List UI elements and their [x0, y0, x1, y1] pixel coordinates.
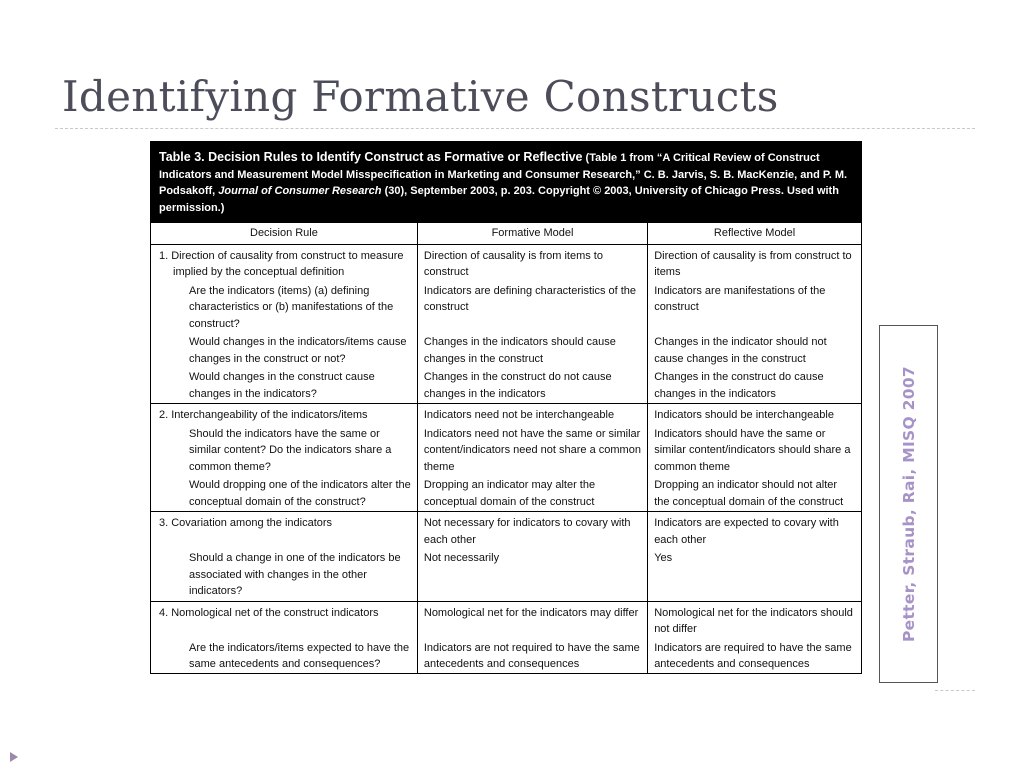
- reflective-cell: Dropping an indicator should not alter the conceptual domain of the construct: [648, 475, 861, 512]
- reflective-cell: Indicators are manifestations of the construct: [648, 281, 861, 333]
- rule-cell: 4. Nomological net of the construct indicators: [159, 606, 379, 619]
- table-row: [151, 244, 861, 281]
- table-row: [151, 512, 861, 549]
- caption-text-b: (30), September 2003, p. 203. Copyright © 2003, University of Chicago Press. Used with permission.): [159, 185, 839, 214]
- table-row: [151, 548, 861, 601]
- caption-text-a: (Table 1 from “A Critical Review of Construct Indicators and Measurement Model Misspecification in Marketing and Consumer Research,” C. B. Jarvis, S. B. MacKenzie, and P. M. Podsakoff,: [159, 152, 848, 197]
- reflective-cell: Nomological net for the indicators should not differ: [648, 601, 861, 638]
- rule-cell: Would changes in the indicators/items cause changes in the construct or not?: [189, 336, 407, 365]
- rule-cell: Should the indicators have the same or similar content? Do the indicators share a common theme?: [189, 427, 392, 473]
- table-row: [151, 281, 861, 333]
- formative-cell: Nomological net for the indicators may differ: [417, 601, 647, 638]
- citation-text: Petter, Straub, Rai, MISQ 2007: [899, 365, 918, 643]
- reflective-cell: Indicators should be interchangeable: [648, 404, 861, 424]
- table-row: [151, 332, 861, 367]
- rule-cell: Should a change in one of the indicators be associated with changes in the other indicators?: [151, 548, 417, 601]
- formative-cell: Not necessarily: [417, 548, 647, 601]
- triangle-bullet-icon: [10, 752, 18, 762]
- table-caption: [151, 142, 861, 223]
- header-decision-rule: Decision Rule: [151, 223, 417, 244]
- rule-cell: Would dropping one of the indicators alter the conceptual domain of the construct?: [151, 475, 417, 512]
- formative-cell: Direction of causality is from items to construct: [417, 244, 647, 281]
- formative-cell: Changes in the indicators should cause changes in the construct: [417, 332, 647, 367]
- table-row: [151, 601, 861, 638]
- bottom-divider: [935, 690, 975, 691]
- table-row: [151, 638, 861, 673]
- rule-cell: Would changes in the construct cause changes in the indicators?: [151, 367, 417, 404]
- reflective-cell: Indicators should have the same or similar content/indicators should share a common theme: [648, 424, 861, 476]
- decision-rules-table-figure: [150, 141, 862, 674]
- caption-lead: Table 3. Decision Rules to Identify Construct as Formative or Reflective: [159, 150, 583, 164]
- formative-cell: Indicators are defining characteristics of the construct: [417, 281, 647, 333]
- formative-cell: Indicators are not required to have the same antecedents and consequences: [417, 638, 647, 673]
- table-row: [151, 424, 861, 476]
- caption-journal: Journal of Consumer Research: [218, 185, 382, 197]
- reflective-cell: Direction of causality is from construct to items: [648, 244, 861, 281]
- citation-box: [879, 325, 938, 683]
- formative-cell: Indicators need not be interchangeable: [417, 404, 647, 424]
- reflective-cell: Yes: [648, 548, 861, 601]
- title-divider: [55, 128, 975, 129]
- reflective-cell: Changes in the construct do cause changes in the indicators: [648, 367, 861, 404]
- table-header-row: [151, 223, 861, 244]
- rule-cell: 2. Interchangeability of the indicators/items: [159, 409, 368, 421]
- table-row: [151, 367, 861, 404]
- table-row: [151, 475, 861, 512]
- formative-cell: Not necessary for indicators to covary with each other: [417, 512, 647, 549]
- reflective-cell: Indicators are expected to covary with each other: [648, 512, 861, 549]
- rule-cell: Are the indicators/items expected to have the same antecedents and consequences?: [189, 641, 410, 670]
- header-reflective-model: Reflective Model: [648, 223, 861, 244]
- header-formative-model: Formative Model: [417, 223, 647, 244]
- reflective-cell: Indicators are required to have the same antecedents and consequences: [648, 638, 861, 673]
- reflective-cell: Changes in the indicator should not cause changes in the construct: [648, 332, 861, 367]
- formative-cell: Indicators need not have the same or similar content/indicators need not share a common theme: [417, 424, 647, 476]
- rule-cell: 1. Direction of causality from construct to measure implied by the conceptual definition: [159, 249, 404, 278]
- rule-cell: Are the indicators (items) (a) defining characteristics or (b) manifestations of the construct?: [189, 284, 394, 330]
- table-row: [151, 404, 861, 424]
- formative-cell: Dropping an indicator may alter the conceptual domain of the construct: [417, 475, 647, 512]
- rule-cell: 3. Covariation among the indicators: [159, 517, 333, 529]
- formative-cell: Changes in the construct do not cause changes in the indicators: [417, 367, 647, 404]
- slide-title: Identifying Formative Constructs: [62, 72, 779, 121]
- decision-rules-table: [151, 223, 861, 673]
